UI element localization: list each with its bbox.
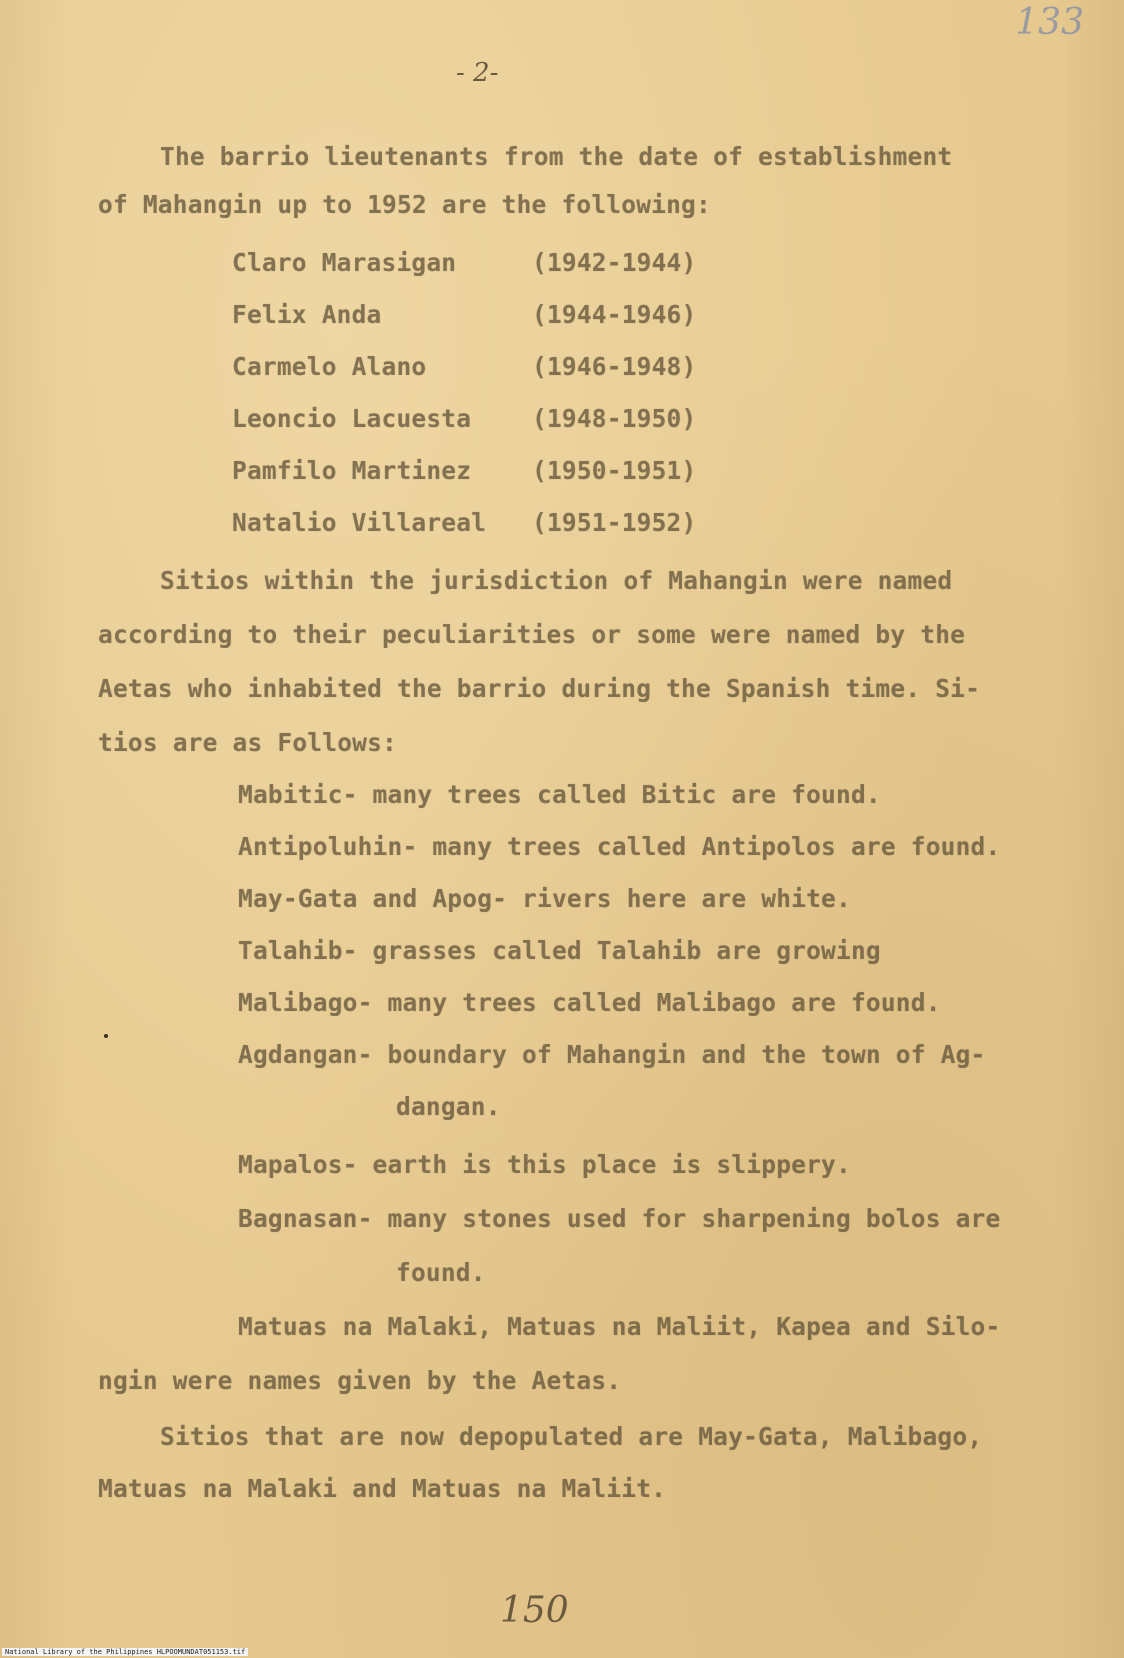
depopulated-paragraph-line: Sitios that are now depopulated are May-Gata, Malibago, [160,1422,983,1451]
sitios-paragraph-line: tios are as Follows: [98,728,398,757]
aetas-paragraph-line: ngin were names given by the Aetas. [98,1366,622,1395]
lieutenant-name: Natalio Villareal [232,508,487,537]
lieutenant-name: Felix Anda [232,300,382,329]
lieutenant-name: Leoncio Lacuesta [232,404,472,433]
folio-number: 133 [1015,2,1084,43]
sheet-number: 150 [500,1590,569,1631]
sitios-paragraph-line: Sitios within the jurisdiction of Mahangin were named [160,566,953,595]
sitio-item: Mapalos- earth is this place is slippery. [238,1150,851,1179]
depopulated-paragraph-line: Matuas na Malaki and Matuas na Maliit. [98,1474,667,1503]
lieutenant-row [232,508,696,537]
lieutenant-years: (1944-1946) [532,300,697,329]
sitio-item: Malibago- many trees called Malibago are found. [238,988,941,1017]
page-number: - 2- [456,58,499,88]
lieutenant-row [232,404,696,433]
lieutenant-row [232,248,696,277]
sitio-item-continuation: dangan. [396,1092,501,1121]
scan-footer: National Library of the Philippines HLPOOMUNDAT051153.tif [2,1648,248,1656]
lieutenant-name: Pamfilo Martinez [232,456,472,485]
lieutenant-years: (1950-1951) [532,456,697,485]
lieutenant-years: (1951-1952) [532,508,697,537]
lieutenant-row [232,456,696,485]
sitios-paragraph-line: Aetas who inhabited the barrio during the Spanish time. Si- [98,674,981,703]
sitio-item: Bagnasan- many stones used for sharpening bolos are [238,1204,1001,1233]
lieutenant-row [232,300,696,329]
sitio-item: Talahib- grasses called Talahib are growing [238,936,881,965]
intro-line-2: of Mahangin up to 1952 are the following: [98,190,711,219]
sitio-item: Mabitic- many trees called Bitic are found. [238,780,881,809]
lieutenant-name: Claro Marasigan [232,248,457,277]
sitio-item: Agdangan- boundary of Mahangin and the town of Ag- [238,1040,986,1069]
sitio-item: May-Gata and Apog- rivers here are white. [238,884,851,913]
lieutenant-name: Carmelo Alano [232,352,427,381]
sitios-paragraph-line: according to their peculiarities or some were named by the [98,620,966,649]
lieutenant-years: (1948-1950) [532,404,697,433]
sitio-item: Antipoluhin- many trees called Antipolos are found. [238,832,1001,861]
lieutenant-years: (1946-1948) [532,352,697,381]
ink-spot [104,1034,108,1038]
intro-line-1: The barrio lieutenants from the date of establishment [160,142,953,171]
lieutenant-row [232,352,696,381]
aetas-paragraph-line: Matuas na Malaki, Matuas na Maliit, Kapea and Silo- [238,1312,1001,1341]
sitio-item-continuation: found. [396,1258,486,1287]
lieutenant-years: (1942-1944) [532,248,697,277]
